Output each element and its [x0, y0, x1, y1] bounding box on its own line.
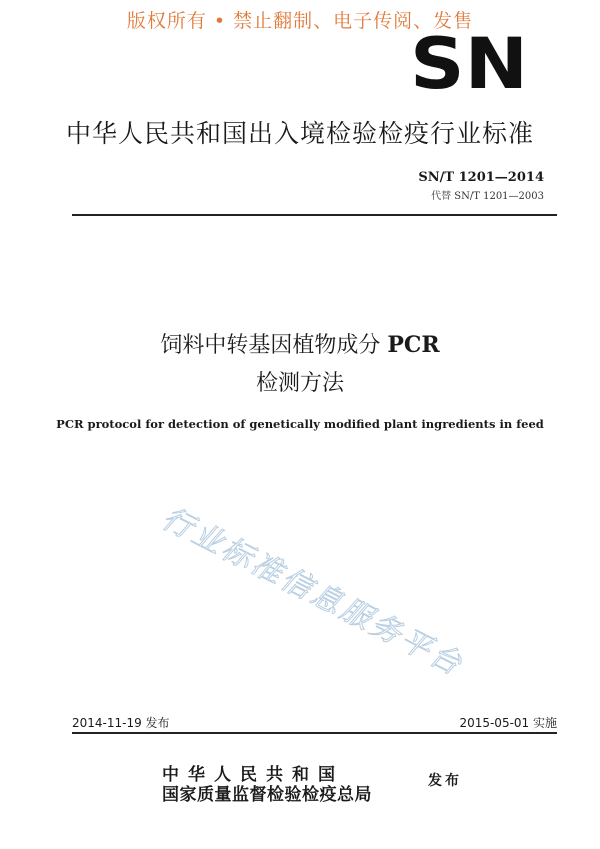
implementation-date: 2015-05-01 实施 [459, 716, 557, 730]
publish-label: 发布 [428, 773, 462, 789]
watermark [150, 495, 510, 705]
standard-replaces: 代替 SN/T 1201—2003 [431, 191, 544, 202]
organization-title: 中华人民共和国出入境检验检疫行业标准 [65, 119, 534, 148]
copyright-notice: 版权所有 • 禁止翻制、电子传阅、发售 [126, 10, 474, 32]
issuer-country: 中华人民共和国 [162, 765, 344, 785]
sn-logo-text: SN [410, 34, 528, 90]
sn-logo [410, 34, 528, 90]
issuer-agency: 国家质量监督检验检疫总局 [162, 785, 372, 805]
footer-divider [72, 732, 557, 734]
title-cn-latin: PCR [387, 332, 440, 358]
watermark-text: 行业标准信息服务平台 [156, 500, 467, 682]
issue-date: 2014-11-19 发布 [72, 716, 170, 730]
document-title-english: PCR protocol for detection of genetically modified plant ingredients in feed [56, 417, 544, 431]
title-cn-prefix: 饲料中转基因植物成分 [160, 333, 381, 358]
document-title-line1 [0, 328, 600, 359]
document-title-line2: 检测方法 [255, 371, 344, 396]
header-divider [72, 214, 557, 216]
standard-number: SN/T 1201—2014 [418, 170, 544, 185]
